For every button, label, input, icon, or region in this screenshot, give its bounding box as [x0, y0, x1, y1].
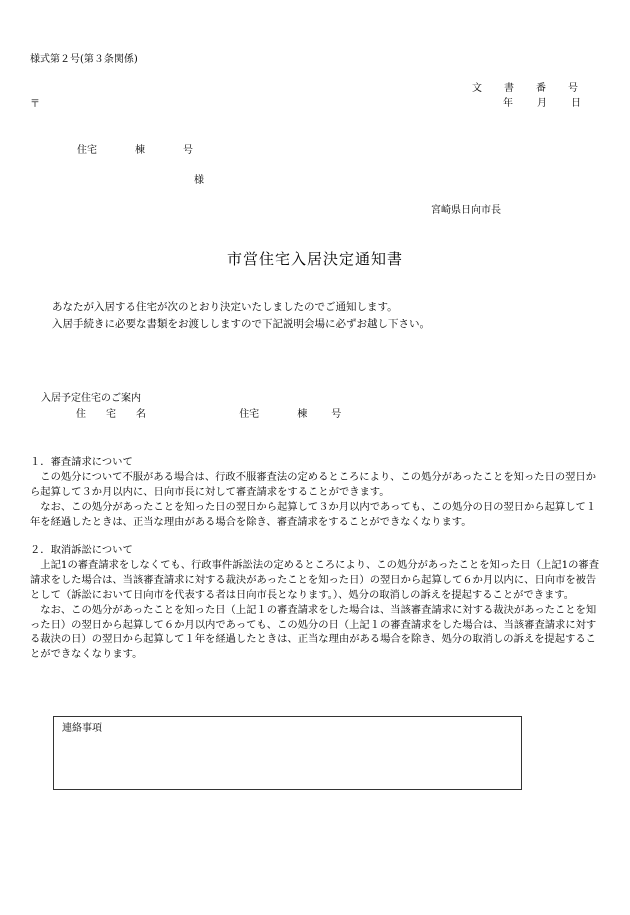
housing-name-char: 住: [76, 409, 86, 420]
section-paragraph: なお、この処分があったことを知った日の翌日から起算して３か月以内であっても、この処分の日の翌日から起算して１年を経過したときは、正当な理由がある場合を除き、審査請求をすることができなくなります。: [30, 500, 597, 528]
address-building-label: 棟: [135, 145, 145, 156]
date-line: [503, 99, 581, 109]
housing-name-char: 名: [136, 409, 146, 420]
date-day-label: 日: [571, 98, 581, 109]
doc-number-char: 番: [536, 83, 546, 94]
postal-mark: 〒: [30, 99, 40, 110]
notes-label: 連絡事項: [62, 723, 102, 734]
doc-number-char: 書: [504, 83, 514, 94]
section-review-request: [30, 455, 606, 530]
recipient-honorific: 様: [194, 175, 204, 186]
section-revocation-suit: [30, 543, 606, 662]
section-paragraph: この処分について不服がある場合は、行政不服審査法の定めるところにより、この処分があったことを知った日の翌日から起算して３か月以内に、日向市長に対して審査請求をすることができます。: [30, 470, 597, 498]
section-heading: １．審査請求について: [30, 456, 133, 468]
intro-line: あなたが入居する住宅が次のとおり決定いたしましたのでご通知します。: [52, 301, 398, 313]
guide-housing-label: 住宅: [239, 409, 260, 420]
recipient-address-line: [77, 146, 193, 156]
guide-building-label: 棟: [297, 409, 308, 420]
date-month-label: 月: [537, 98, 547, 109]
section-heading: ２．取消訴訟について: [30, 544, 133, 556]
address-number-label: 号: [183, 145, 193, 156]
address-housing-label: 住宅: [77, 145, 97, 156]
notes-box: [53, 716, 522, 790]
section-paragraph: なお、この処分があったことを知った日（上記１の審査請求をした場合は、当該審査請求に対する裁決があったことを知った日）の翌日から起算して６か月以内であっても、この処分の日（上記１の審査請求をした場合は、当該審査請求に対する裁決の日）の翌日から起算して１年を経過したときは、正当な理由がある場合を除き、処分の取消しの訴えを提起することができなくなります。: [30, 603, 597, 661]
intro-line: 入居手続きに必要な書類をお渡ししますので下記説明会場に必ずお越し下さい。: [52, 318, 430, 330]
housing-guide-row: [76, 410, 341, 420]
date-year-label: 年: [503, 98, 513, 109]
guide-number-label: 号: [331, 409, 342, 420]
issuer-name: 宮崎県日向市長: [431, 205, 501, 216]
document-number-label: [472, 84, 578, 94]
housing-guide-heading: 入居予定住宅のご案内: [41, 393, 141, 404]
section-paragraph: 上記1の審査請求をしなくても、行政事件訴訟法の定めるところにより、この処分があったことを知った日（上記1の審査請求をした場合は、当該審査請求に対する裁決があったことを知った日）の翌日から起算して６か月以内に、日向市を被告として（訴訟において日向市を代表する者は日向市長となります。）、処分の取消しの訴えを提起することができます。: [30, 558, 600, 601]
housing-name-char: 宅: [106, 409, 116, 420]
housing-name-label: [76, 409, 149, 420]
doc-number-char: 号: [568, 83, 578, 94]
document-title: 市営住宅入居決定通知書: [226, 250, 403, 268]
doc-number-char: 文: [472, 83, 482, 94]
form-number-label: 様式第２号(第３条関係): [30, 54, 138, 65]
